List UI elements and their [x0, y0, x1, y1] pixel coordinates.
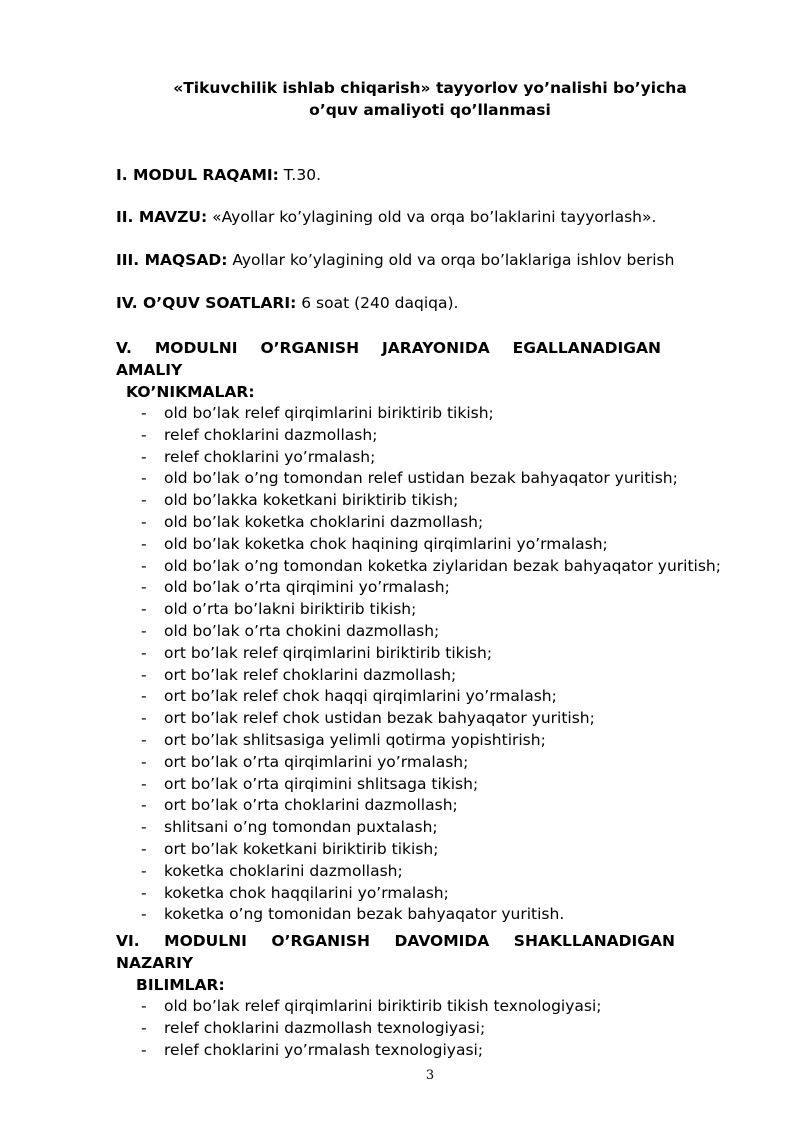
list-item: - ort bo’lak o’rta choklarini dazmollash;: [116, 795, 661, 817]
list-item: - ort bo’lak relef choklarini dazmollash;: [116, 665, 661, 687]
list-item: - old bo’lak o’ng tomondan relef ustidan bezak bahyaqator yuritish;: [116, 468, 661, 490]
list-item: - ort bo’lak o’rta qirqimini shlitsaga tikish;: [116, 774, 661, 796]
section-module-number: [116, 164, 676, 186]
section-heading-line-1: VI. MODULNI O’RGANISH DAVOMIDA SHAKLLANADIGAN NAZARIY: [116, 932, 675, 972]
section-heading-line-2: BILIMLAR:: [136, 976, 225, 994]
title-line-1: «Tikuvchilik ishlab chiqarish» tayyorlov yo’nalishi bo’yicha: [173, 79, 687, 97]
section-heading-line-2: KO’NIKMALAR:: [126, 383, 255, 401]
list-item: - ort bo’lak relef qirqimlarini biriktirib tikish;: [116, 643, 661, 665]
list-item: - old bo’lak o’rta chokini dazmollash;: [116, 621, 661, 643]
title-line-2: o’quv amaliyoti qo’llanmasi: [309, 101, 551, 119]
knowledge-list: [116, 996, 675, 1061]
section-label: II. MAVZU:: [116, 208, 208, 226]
section-label: III. MAQSAD:: [116, 251, 228, 269]
section-text: Ayollar ko’ylagining old va orqa bo’laklariga ishlov berish: [227, 251, 675, 269]
list-item: - old bo’lak relef qirqimlarini biriktirib tikish texnologiyasi;: [116, 996, 675, 1018]
list-item: - ort bo’lak shlitsasiga yelimli qotirma yopishtirish;: [116, 730, 661, 752]
section-heading-line-1: V. MODULNI O’RGANISH JARAYONIDA EGALLANADIGAN AMALIY: [116, 339, 661, 379]
list-item: - old o’rta bo’lakni biriktirib tikish;: [116, 599, 661, 621]
document-title: [0, 77, 800, 121]
list-item: - relef choklarini dazmollash texnologiyasi;: [116, 1018, 675, 1040]
list-item: - ort bo’lak relef chok haqqi qirqimlarini yo’rmalash;: [116, 686, 661, 708]
list-item: - relef choklarini yo’rmalash;: [116, 447, 661, 469]
section-hours: [116, 292, 676, 314]
list-item: - relef choklarini yo’rmalash texnologiyasi;: [116, 1040, 675, 1062]
list-item: - shlitsani o’ng tomondan puxtalash;: [116, 817, 661, 839]
list-item: - old bo’lak relef qirqimlarini biriktirib tikish;: [116, 403, 661, 425]
list-item: - old bo’lakka koketkani biriktirib tikish;: [116, 490, 661, 512]
section-label: I. MODUL RAQAMI:: [116, 166, 279, 184]
list-item: - koketka o’ng tomonidan bezak bahyaqator yuritish.: [116, 904, 661, 926]
skills-list: [116, 403, 721, 926]
section-theoretical-knowledge: [116, 930, 675, 1061]
section-topic: [116, 206, 676, 228]
section-goal: [116, 249, 676, 271]
list-item: - old bo’lak koketka chok haqining qirqimlarini yo’rmalash;: [116, 534, 661, 556]
list-item: - relef choklarini dazmollash;: [116, 425, 661, 447]
list-item: - ort bo’lak koketkani biriktirib tikish;: [116, 839, 661, 861]
section-label: IV. O’QUV SOATLARI:: [116, 294, 297, 312]
section-text: «Ayollar ko’ylagining old va orqa bo’laklarini tayyorlash».: [207, 208, 657, 226]
page-number: 3: [425, 1068, 435, 1083]
section-text: 6 soat (240 daqiqa).: [296, 294, 459, 312]
list-item: - koketka choklarini dazmollash;: [116, 861, 661, 883]
list-item: - koketka chok haqqilarini yo’rmalash;: [116, 883, 661, 905]
list-item: - ort bo’lak o’rta qirqimlarini yo’rmalash;: [116, 752, 661, 774]
section-practical-skills: [116, 337, 721, 926]
list-item: - ort bo’lak relef chok ustidan bezak bahyaqator yuritish;: [116, 708, 661, 730]
list-item: - old bo’lak o’rta qirqimini yo’rmalash;: [116, 577, 661, 599]
section-text: T.30.: [278, 166, 322, 184]
list-item: - old bo’lak o’ng tomondan koketka ziylaridan bezak bahyaqator yuritish;: [116, 556, 661, 578]
list-item: - old bo’lak koketka choklarini dazmollash;: [116, 512, 661, 534]
